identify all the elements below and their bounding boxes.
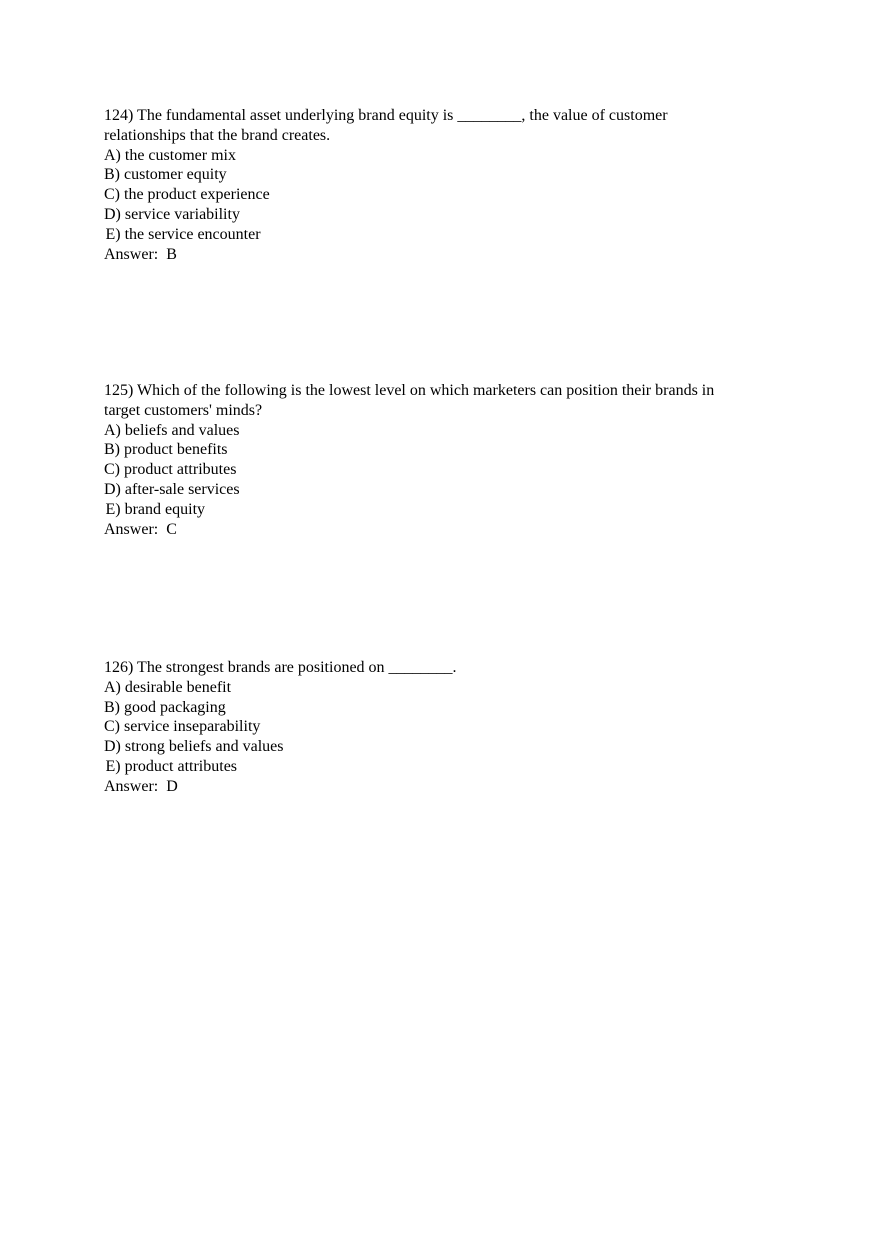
answer-line: Answer: C (104, 520, 177, 538)
question-125 (104, 381, 784, 539)
option-c: C) the product experience (104, 186, 270, 204)
answer-line: Answer: D (104, 777, 178, 795)
option-e: E) the service encounter (105, 225, 261, 243)
question-stem-line: target customers' minds? (104, 401, 263, 419)
option-b: B) good packaging (104, 698, 226, 716)
question-stem-line: 125) Which of the following is the lowest level on which marketers can position their brands in (104, 382, 715, 399)
option-e: E) brand equity (105, 500, 206, 518)
option-d: D) strong beliefs and values (104, 738, 284, 756)
question-stem-line: 126) The strongest brands are positioned on ________. (104, 659, 457, 676)
option-a: A) beliefs and values (104, 421, 240, 439)
option-a: A) desirable benefit (104, 678, 232, 696)
option-b: B) product benefits (104, 441, 228, 459)
option-c: C) service inseparability (104, 718, 261, 736)
question-124 (104, 106, 784, 264)
option-a: A) the customer mix (104, 146, 236, 164)
question-126 (104, 658, 784, 797)
option-d: D) service variability (104, 205, 240, 223)
answer-line: Answer: B (104, 245, 177, 263)
option-e: E) product attributes (105, 757, 238, 775)
option-c: C) product attributes (104, 461, 237, 479)
option-d: D) after-sale services (104, 480, 240, 498)
question-stem-line: 124) The fundamental asset underlying brand equity is ________, the value of customer (104, 107, 668, 124)
option-b: B) customer equity (104, 166, 227, 184)
question-stem-line: relationships that the brand creates. (104, 126, 331, 144)
